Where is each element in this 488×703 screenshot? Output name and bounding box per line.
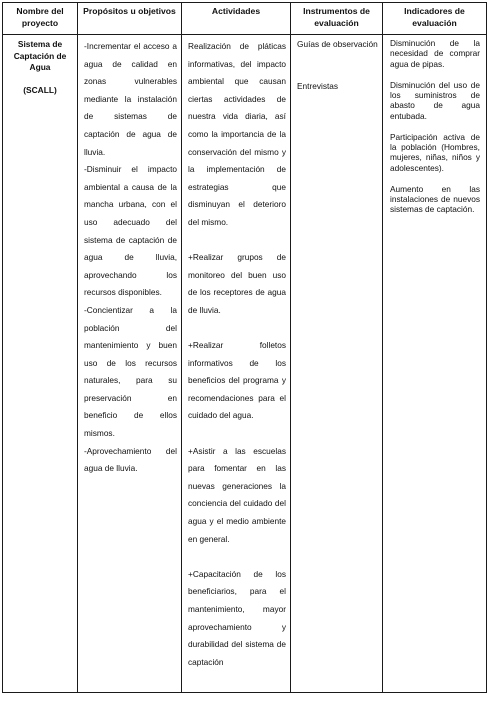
- activities-cell: [182, 35, 291, 693]
- activity-item: +Capacitación de los beneficiarios, para el mantenimiento, mayor aprovechamiento y durabilidad del sistema de captación: [188, 568, 286, 667]
- header-indicators: Indicadores de evaluación: [383, 3, 487, 35]
- indicator-item: Aumento en las instalaciones de nuevos sistemas de captación.: [390, 183, 480, 215]
- header-activities: Actividades: [182, 3, 291, 35]
- objective-item: -Aprovechamiento del agua de lluvia.: [84, 445, 177, 474]
- indicator-item: Disminución de la necesidad de comprar agua de pipas.: [390, 38, 480, 69]
- indicator-item: Disminución del uso de los suministros de abasto de agua entubada.: [390, 79, 480, 121]
- objective-item: -Concientizar a la población del mantenimiento y buen uso de los recursos naturales, para su preservación en beneficio de ellos mismos.: [84, 304, 177, 439]
- activity-item: +Realizar folletos informativos de los beneficios del programa y recomendaciones para el cuidado del agua.: [188, 340, 286, 421]
- project-name: Sistema de Captación de Agua: [13, 39, 67, 72]
- objectives-cell: [78, 35, 182, 693]
- project-acronym: (SCALL): [23, 84, 57, 95]
- project-table: [2, 2, 487, 693]
- indicator-item: Participación activa de la población (Hombres, mujeres, niñas, niños y adolescentes).: [390, 131, 480, 173]
- instrument-item: Entrevistas: [297, 80, 339, 91]
- instrument-item: Guías de observación: [297, 39, 378, 49]
- instruments-cell: [291, 35, 383, 693]
- activity-item: +Asistir a las escuelas para fomentar en las nuevas generaciones la conciencia del cuidado del agua y el medio ambiente en general.: [188, 445, 286, 544]
- activity-item: Realización de pláticas informativas, del impacto ambiental que causan ciertas actividades de nuestra vida diaria, así como la importancia de la conservación del mismo y la implementación de estrategias que disminuyan el deterioro del mismo.: [188, 41, 286, 227]
- header-objectives: Propósitos u objetivos: [78, 3, 182, 35]
- header-instruments: Instrumentos de evaluación: [291, 3, 383, 35]
- indicators-cell: [383, 35, 487, 693]
- activity-item: +Realizar grupos de monitoreo del buen uso de los receptores de agua de lluvia.: [188, 252, 286, 315]
- objective-item: -Incrementar el acceso a agua de calidad en zonas vulnerables mediante la instalación de sistemas de captación de agua de lluvia.: [84, 41, 177, 157]
- objective-item: -Disminuir el impacto ambiental a causa de la mancha urbana, con el uso adecuado del sistema de captación de agua de lluvia, aprovechando los recursos disponibles.: [84, 164, 177, 298]
- project-name-cell: [3, 35, 78, 693]
- header-row: [3, 3, 487, 35]
- table-row: [3, 35, 487, 693]
- header-project-name: Nombre del proyecto: [3, 3, 78, 35]
